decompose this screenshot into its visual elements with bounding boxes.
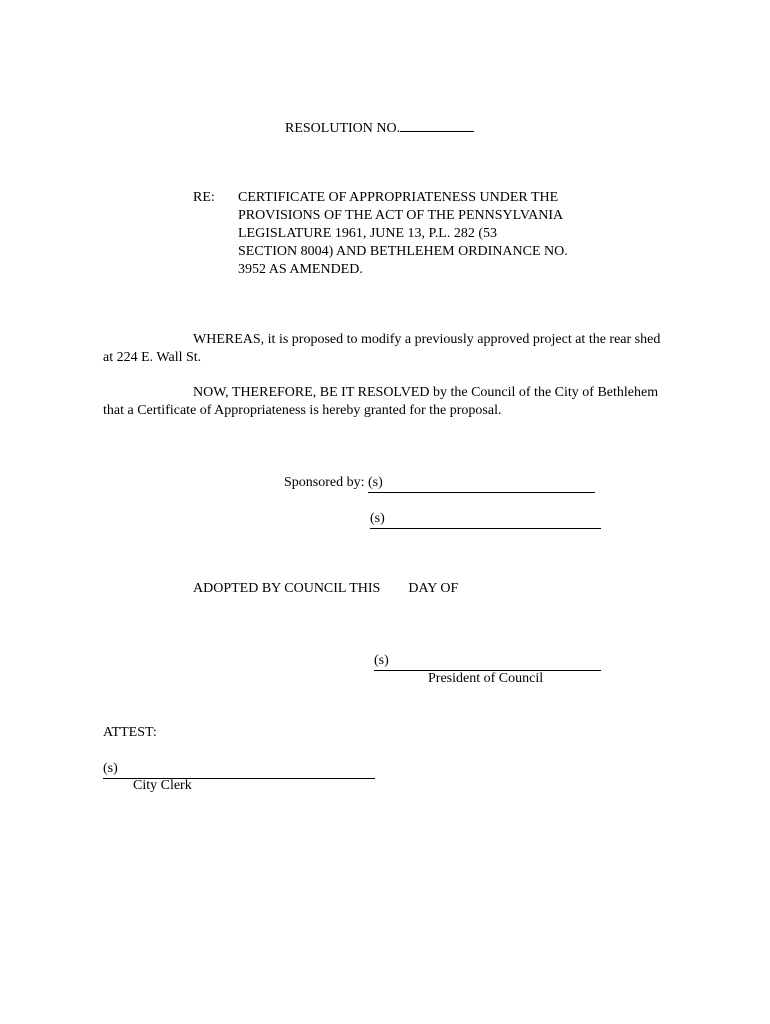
president-title: President of Council bbox=[428, 671, 544, 686]
adoption-statement bbox=[193, 580, 458, 598]
re-subject bbox=[238, 189, 618, 279]
re-subject-line: 3952 AS AMENDED. bbox=[238, 262, 363, 277]
adoption-day-text: DAY OF bbox=[408, 581, 459, 596]
resolution-number-blank bbox=[400, 117, 474, 132]
re-subject-line: SECTION 8004) AND BETHLEHEM ORDINANCE NO. bbox=[238, 244, 568, 259]
clerk-title: City Clerk bbox=[133, 778, 192, 793]
signature-mark: (s) bbox=[374, 653, 389, 668]
re-label: RE: bbox=[193, 190, 215, 205]
resolved-text: NOW, THEREFORE, BE IT RESOLVED by the Council of the City of Bethlehem that a Certificate of Appropriateness is hereby granted for the proposal. bbox=[103, 385, 659, 418]
president-signature bbox=[374, 652, 601, 671]
re-subject-line: PROVISIONS OF THE ACT OF THE PENNSYLVANIA bbox=[238, 208, 564, 223]
re-subject-line: CERTIFICATE OF APPROPRIATENESS UNDER THE bbox=[238, 190, 559, 205]
sponsor-signature-2 bbox=[370, 510, 601, 529]
re-subject-line: LEGISLATURE 1961, JUNE 13, P.L. 282 (53 bbox=[238, 226, 497, 241]
signature-mark: (s) bbox=[368, 475, 383, 490]
whereas-text: WHEREAS, it is proposed to modify a previously approved project at the rear shed at 224 E. Wall St. bbox=[103, 332, 661, 365]
resolution-title-text: RESOLUTION NO. bbox=[285, 121, 401, 136]
resolved-paragraph bbox=[103, 384, 673, 420]
sponsored-by-label: Sponsored by: bbox=[284, 475, 365, 490]
signature-mark: (s) bbox=[103, 761, 118, 776]
signature-mark: (s) bbox=[370, 511, 385, 526]
sponsor-signature-line-2 bbox=[370, 510, 601, 529]
attest-label: ATTEST: bbox=[103, 725, 157, 740]
sponsor-signature-line-1 bbox=[368, 474, 595, 493]
resolution-title bbox=[285, 117, 474, 138]
adoption-text: ADOPTED BY COUNCIL THIS bbox=[193, 581, 381, 596]
president-signature-line bbox=[374, 652, 601, 671]
sponsor-signature-1 bbox=[284, 474, 595, 493]
whereas-paragraph bbox=[103, 331, 673, 367]
